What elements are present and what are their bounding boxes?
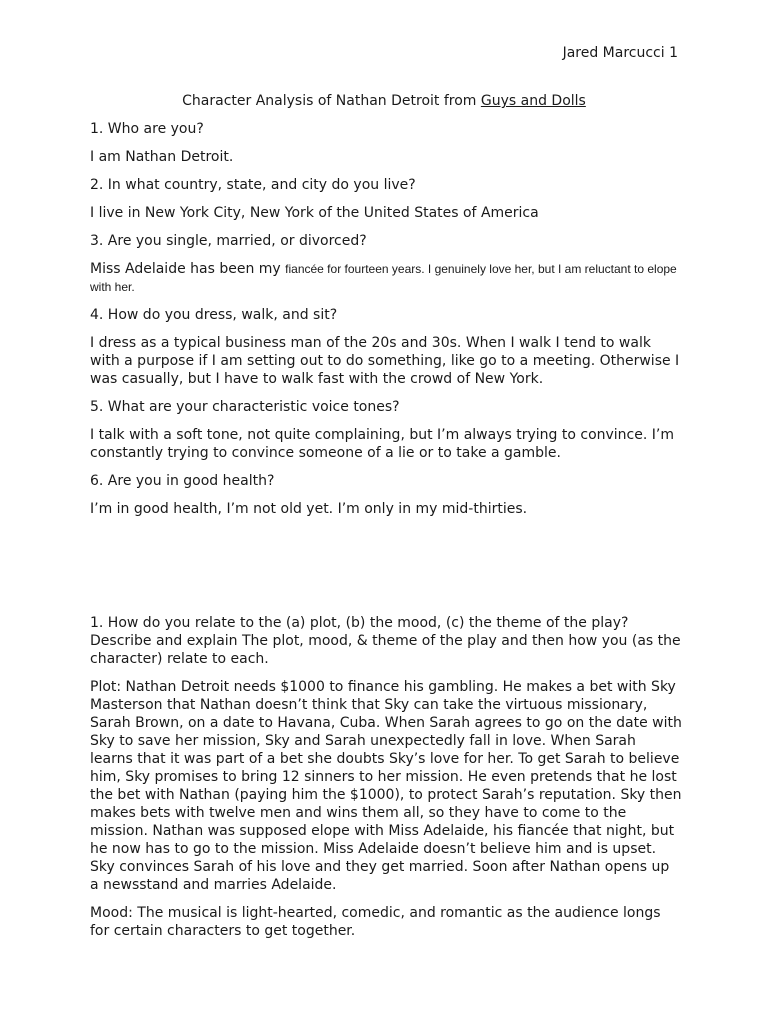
page-header: Jared Marcucci 1 [562,45,678,61]
title-prefix: Character Analysis of Nathan Detroit from [182,93,481,109]
document-body [90,120,682,950]
answer-4: I dress as a typical business man of the 20s and 30s. When I walk I tend to walk with a purpose if I am setting out to do something, like go to a meeting. Otherwise I was casually, but I have to walk fast with the crowd of New York. [90,335,680,387]
analysis-plot: Plot: Nathan Detroit needs $1000 to finance his gambling. He makes a bet with Sky Masterson that Nathan doesn’t think that Sky can take the virtuous missionary, Sarah Brown, on a date to Havana, Cuba. When Sarah agrees to go on the date with Sky to save her mission, Sky and Sarah unexpectedly fall in love. When Sarah learns that it was part of a bet she doubts Sky’s love for her. To get Sarah to believe him, Sky promises to bring 12 sinners to her mission. He even pretends that he lost the bet with Nathan (paying him the $1000), to protect Sarah’s reputation. Sky then makes bets with twelve men and wins them all, so they have to come to the mission. Nathan was supposed elope with Miss Adelaide, his fiancée that night, but he now has to go to the mission. Miss Adelaide doesn’t believe him and is upset. Sky convinces Sarah of his love and they get married. Soon after Nathan opens up a newsstand and marries Adelaide. [90,679,682,893]
analysis-mood: Mood: The musical is light-hearted, comedic, and romantic as the audience longs for certain characters to get together. [90,905,661,939]
title-work: Guys and Dolls [480,93,586,109]
answer-3 [90,260,682,296]
answer-6: I’m in good health, I’m not old yet. I’m only in my mid-thirties. [90,501,528,517]
question-4: 4. How do you dress, walk, and sit? [90,307,338,323]
document-title [0,92,768,110]
question-6: 6. Are you in good health? [90,473,275,489]
question-1: 1. Who are you? [90,121,204,137]
answer-5: I talk with a soft tone, not quite complaining, but I’m always trying to convince. I’m constantly trying to convince someone of a lie or to take a gamble. [90,427,674,461]
question-5: 5. What are your characteristic voice tones? [90,399,400,415]
question-2: 2. In what country, state, and city do you live? [90,177,416,193]
section-gap [90,528,682,614]
answer-2: I live in New York City, New York of the United States of America [90,205,539,221]
answer-3-lead: Miss Adelaide has been my [90,261,286,277]
question-3: 3. Are you single, married, or divorced? [90,233,367,249]
answer-3-rest: fiancée for fourteen years. I genuinely love her, but I am reluctant to elope with her. [90,262,677,294]
analysis-question: 1. How do you relate to the (a) plot, (b) the mood, (c) the theme of the play? Describe and explain The plot, mood, & theme of the play and then how you (as the character) relate to each. [90,615,681,667]
answer-1: I am Nathan Detroit. [90,149,234,165]
